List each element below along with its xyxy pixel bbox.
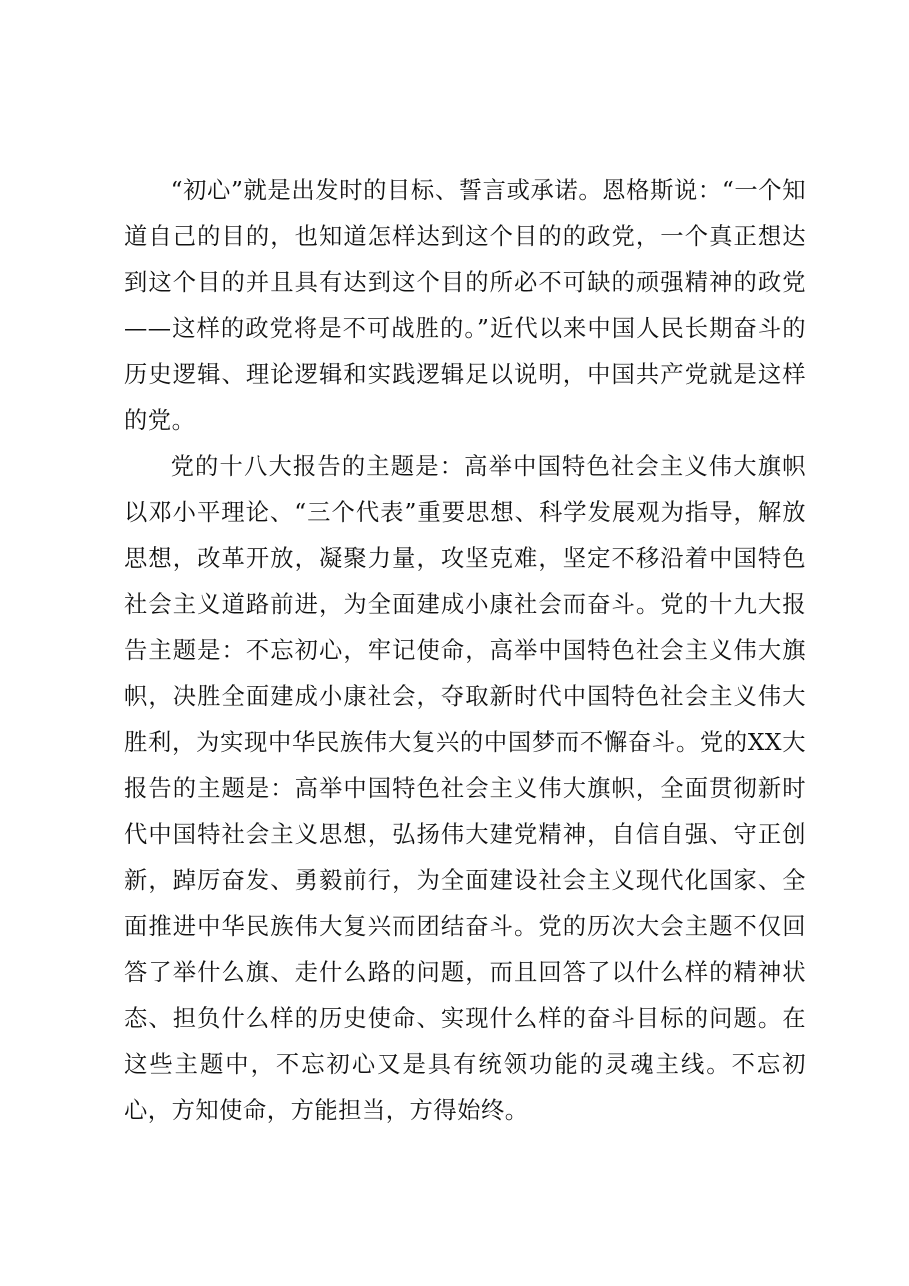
document-body — [124, 168, 806, 1134]
paragraph-2: 党的十八大报告的主题是：高举中国特色社会主义伟大旗帜以邓小平理论、“三个代表”重要思想、科学发展观为指导，解放思想，改革开放，凝聚力量，攻坚克难，坚定不移沿着中国特色社会主义道路前进，为全面建成小康社会而奋斗。党的十九大报告主题是：不忘初心，牢记使命，高举中国特色社会主义伟大旗帜，决胜全面建成小康社会，夺取新时代中国特色社会主义伟大胜利，为实现中华民族伟大复兴的中国梦而不懈奋斗。党的XX大报告的主题是：高举中国特色社会主义伟大旗帜，全面贯彻新时代中国特社会主义思想，弘扬伟大建党精神，自信自强、守正创新，踔厉奋发、勇毅前行，为全面建设社会主义现代化国家、全面推进中华民族伟大复兴而团结奋斗。党的历次大会主题不仅回答了举什么旗、走什么路的问题，而且回答了以什么样的精神状态、担负什么样的历史使命、实现什么样的奋斗目标的问题。在这些主题中，不忘初心又是具有统领功能的灵魂主线。不忘初心，方知使命，方能担当，方得始终。 — [124, 453, 806, 1124]
paragraph-1: “初心”就是出发时的目标、誓言或承诺。恩格斯说：“一个知道自己的目的，也知道怎样达到这个目的的政党，一个真正想达到这个目的并且具有达到这个目的所必不可缺的顽强精神的政党——这样的政党将是不可战胜的。”近代以来中国人民长期奋斗的历史逻辑、理论逻辑和实践逻辑足以说明，中国共产党就是这样的党。 — [124, 177, 806, 434]
